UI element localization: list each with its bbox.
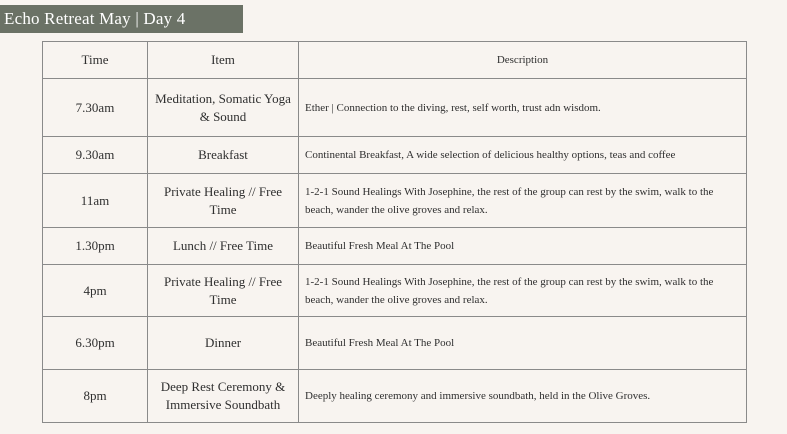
time-cell: 11am [43,174,148,228]
time-cell: 8pm [43,370,148,423]
time-cell: 6.30pm [43,317,148,370]
description-cell: Beautiful Fresh Meal At The Pool [299,317,747,370]
description-cell: 1-2-1 Sound Healings With Josephine, the rest of the group can rest by the swim, walk to the beach, wander the olive groves and relax. [299,174,747,228]
table-row [43,265,747,317]
table-row [43,174,747,228]
description-cell: Continental Breakfast, A wide selection of delicious healthy options, teas and coffee [299,137,747,174]
column-header-item: Item [148,42,299,79]
item-cell: Deep Rest Ceremony & Immersive Soundbath [148,370,299,423]
table-row [43,317,747,370]
time-cell: 7.30am [43,79,148,137]
item-cell: Private Healing // Free Time [148,174,299,228]
table-row [43,228,747,265]
page-title: Echo Retreat May | Day 4 [4,9,186,28]
description-cell: Ether | Connection to the diving, rest, self worth, trust adn wisdom. [299,79,747,137]
table-row [43,79,747,137]
item-cell: Dinner [148,317,299,370]
column-header-description: Description [299,42,747,79]
time-cell: 9.30am [43,137,148,174]
item-cell: Lunch // Free Time [148,228,299,265]
table-header-row [43,42,747,79]
item-cell: Breakfast [148,137,299,174]
column-header-time: Time [43,42,148,79]
description-cell: 1-2-1 Sound Healings With Josephine, the rest of the group can rest by the swim, walk to the beach, wander the olive groves and relax. [299,265,747,317]
table-row [43,370,747,423]
item-cell: Meditation, Somatic Yoga & Sound [148,79,299,137]
description-cell: Deeply healing ceremony and immersive soundbath, held in the Olive Groves. [299,370,747,423]
schedule-table [42,41,747,423]
item-cell: Private Healing // Free Time [148,265,299,317]
time-cell: 4pm [43,265,148,317]
description-cell: Beautiful Fresh Meal At The Pool [299,228,747,265]
time-cell: 1.30pm [43,228,148,265]
table-row [43,137,747,174]
title-banner [0,5,243,33]
